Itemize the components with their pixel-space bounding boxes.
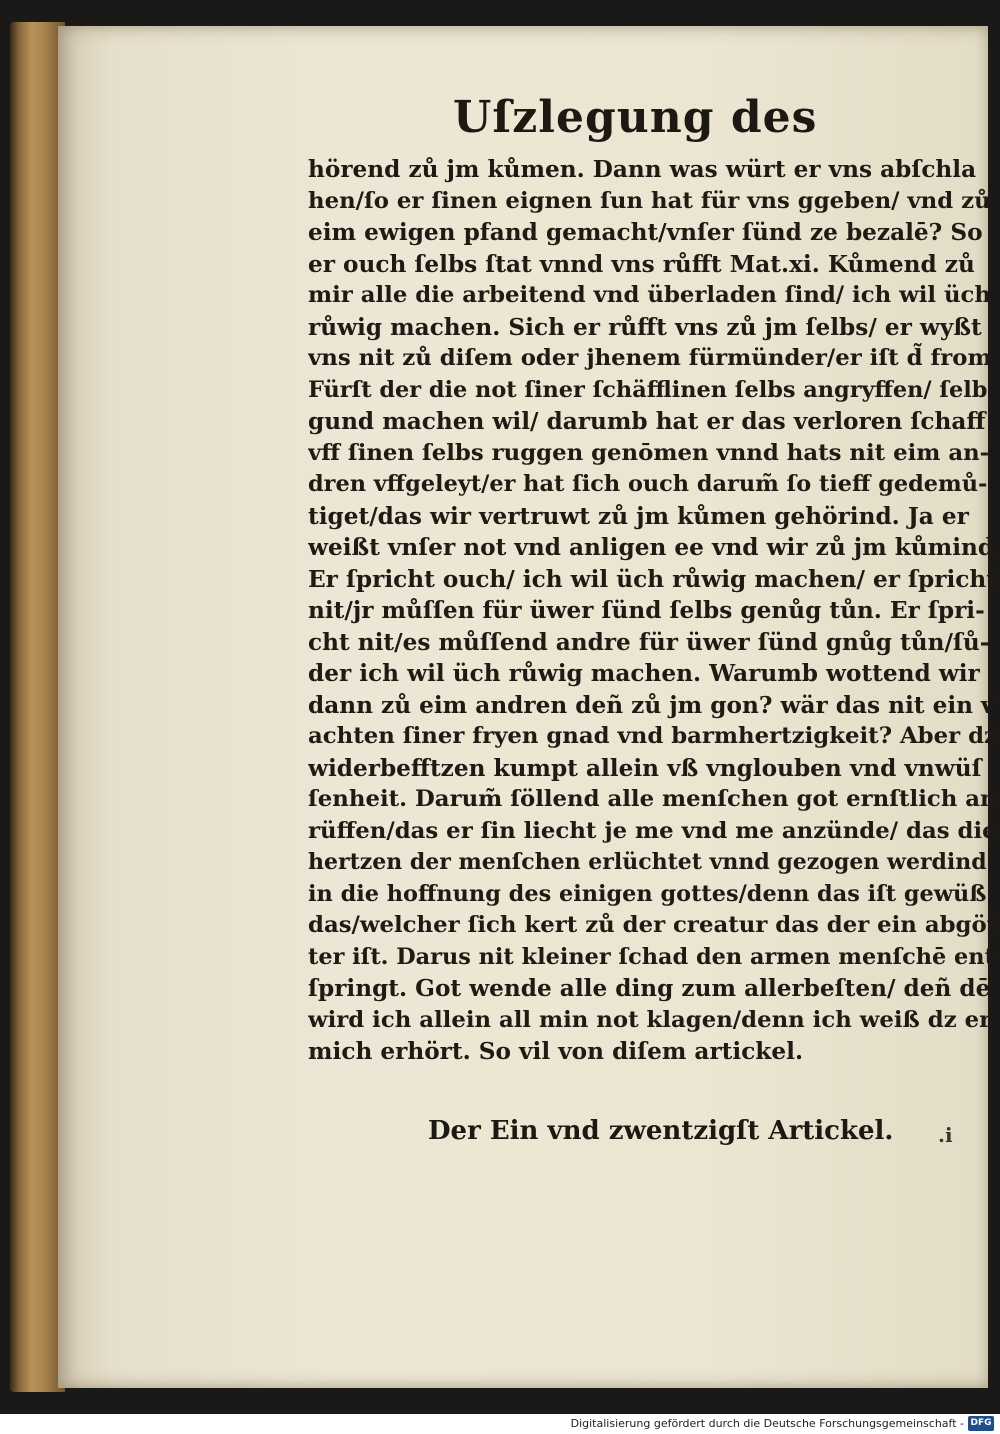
text-line: eim ewigen pfand gemacht/vnſer ſünd ze bezalē? So <box>308 219 983 246</box>
footer-bar <box>0 1414 1000 1434</box>
body-text <box>308 154 998 1068</box>
text-line: tiget/das wir vertruwt zů jm kůmen gehörind. Ja er <box>308 502 969 530</box>
text-line: achten ſiner fryen gnad vnd barmhertzigkeit? Aber dz <box>308 723 997 749</box>
text-line: dren vffgeleyt/er hat ſich ouch darum̃ ſo tieff gedemů- <box>308 471 988 497</box>
book-cover-edge <box>10 22 65 1392</box>
text-line: mir alle die arbeitend vnd überladen ſind/ ich wil üch <box>308 282 991 308</box>
text-line: ſpringt. Got wende alle ding zum allerbeſten/ deñ dē <box>308 975 991 1002</box>
text-line: nit/jr můſſen für üwer ſünd ſelbs genůg tůn. Er ſpri- <box>308 597 985 624</box>
text-line: das/welcher ſich kert zů der creatur das der ein abgöt <box>308 912 998 938</box>
text-line: Er ſpricht ouch/ ich wil üch růwig machen/ er ſpricht <box>308 565 997 593</box>
footer-credit: Digitalisierung gefördert durch die Deutsche Forschungsgemeinschaft - <box>570 1417 964 1430</box>
text-line: Fürſt der die not ſiner ſchäfflinen ſelbs angryffen/ ſelb <box>308 376 988 403</box>
dfg-logo[interactable]: DFG <box>968 1416 994 1431</box>
text-line: hörend zů jm kůmen. Dann was würt er vns abſchla <box>308 156 977 183</box>
text-line: hertzen der menſchen erlüchtet vnnd gezogen werdind <box>308 849 987 875</box>
book-page <box>58 26 998 1388</box>
text-line: in die hoffnung des einigen gottes/denn das iſt gewüß <box>308 880 987 907</box>
margin-mark: .i <box>938 1123 953 1147</box>
text-line: rüffen/das er ſin liecht je me vnd me anzünde/ das die <box>308 817 997 844</box>
section-heading: Der Ein vnd zwentzigſt Artickel. <box>428 1116 894 1146</box>
text-line: cht nit/es můſſend andre für üwer ſünd gnůg tůn/ſů- <box>308 628 990 656</box>
text-line: wird ich allein all min not klagen/denn ich weiß dz er <box>308 1006 992 1033</box>
text-line: ſenheit. Darum̃ ſöllend alle menſchen got ernſtlich an <box>308 786 997 812</box>
text-line: er ouch ſelbs ſtat vnnd vns růfft Mat.xi. Kůmend zů <box>308 250 975 278</box>
text-line: hen/ſo er ſinen eignen ſun hat für vns ggeben/ vnd zů <box>308 187 991 214</box>
text-line: růwig machen. Sich er růfft vns zů jm ſelbs/ er wyßt <box>308 313 982 341</box>
text-line: der ich wil üch růwig machen. Warumb wottend wir <box>308 660 980 687</box>
running-headline: Uſzlegung des <box>453 92 818 143</box>
text-line: gund machen wil/ darumb hat er das verloren ſchaff <box>308 408 986 435</box>
text-line: ter iſt. Darus nit kleiner ſchad den armen menſchē ent <box>308 943 995 970</box>
text-line: mich erhört. So vil von diſem artickel. <box>308 1038 804 1065</box>
text-line: dann zů eim andren deñ zů jm gon? wär das nit ein v <box>308 691 995 719</box>
text-line: weißt vnſer not vnd anligen ee vnd wir zů jm kůmind <box>308 534 995 561</box>
text-line: widerbefftzen kumpt allein vß vnglouben vnd vnwüſ <box>308 754 982 782</box>
text-line: vns nit zů diſem oder jhenem fürmünder/er iſt d̃ from <box>308 345 992 371</box>
text-line: vff ſinen ſelbs ruggen genōmen vnnd hats nit eim an- <box>308 439 990 466</box>
